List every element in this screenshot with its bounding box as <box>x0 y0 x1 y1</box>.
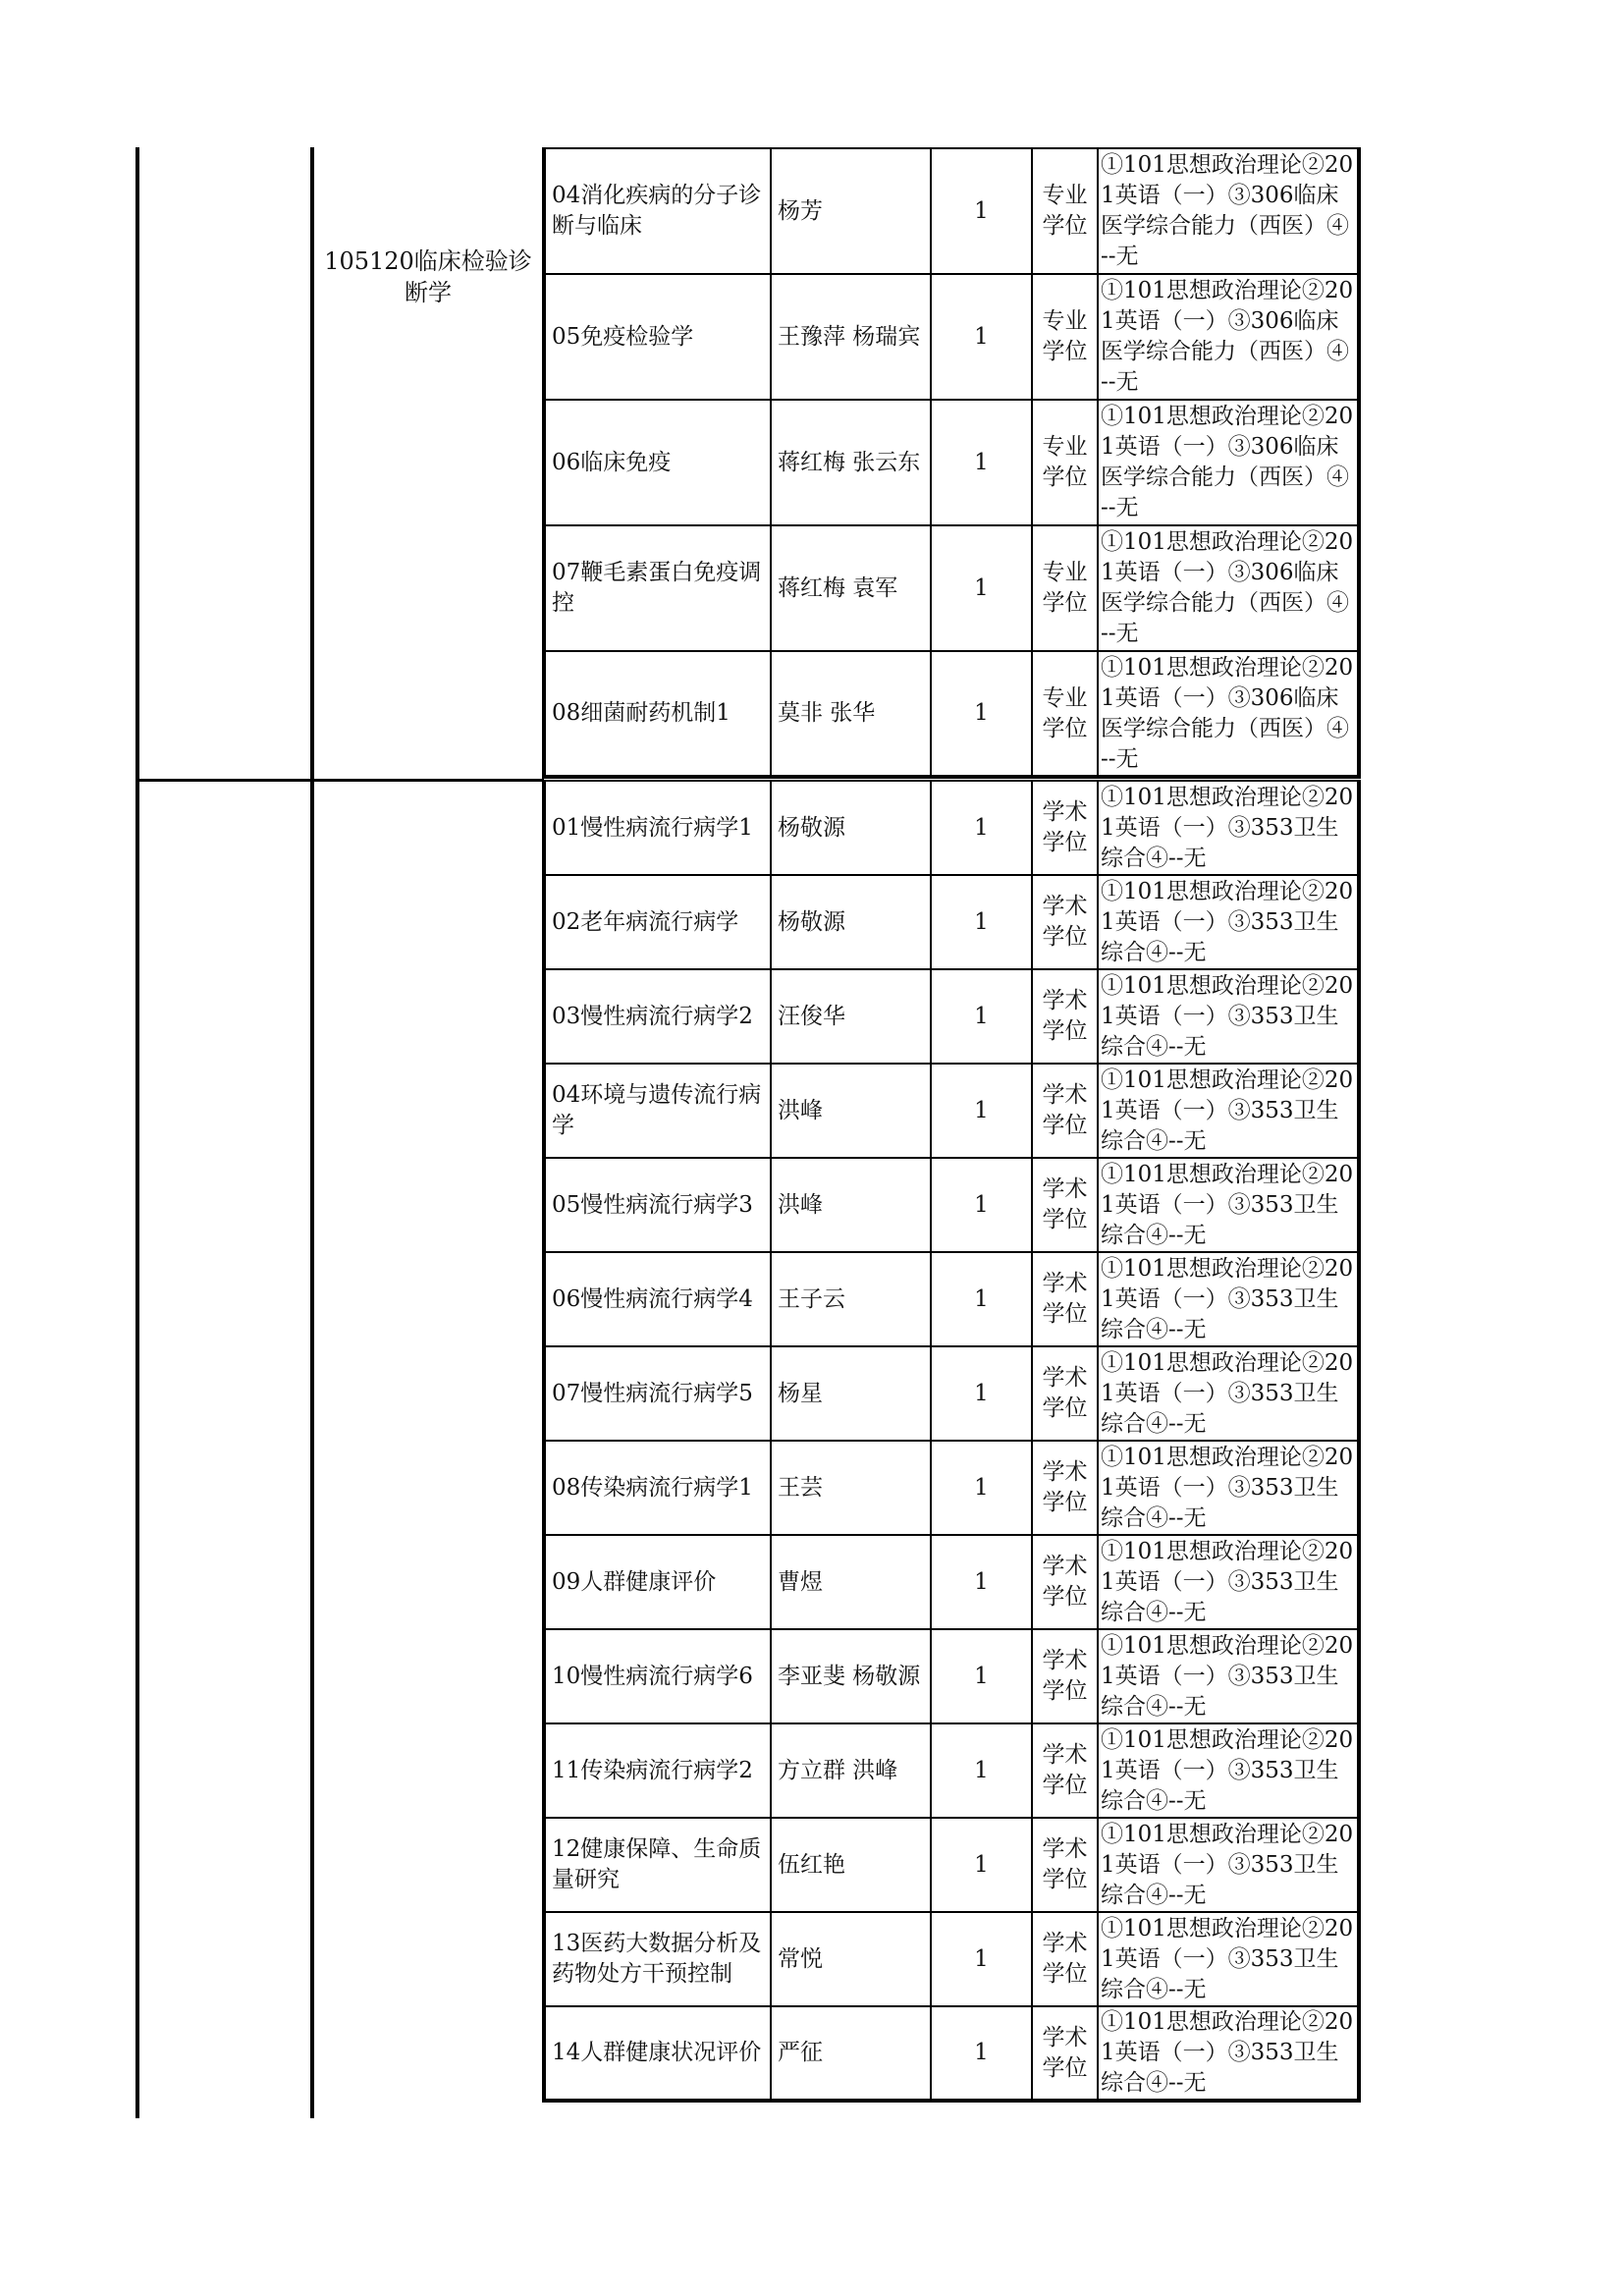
table-row <box>544 1629 1359 1723</box>
direction-cell: 01慢性病流行病学1 <box>544 781 771 875</box>
degree-type-cell: 学术学位 <box>1032 969 1098 1064</box>
exam-subjects-cell: ①101思想政治理论②201英语（一）③306临床医学综合能力（西医）④--无 <box>1098 274 1359 400</box>
enrollment-count-cell: 1 <box>931 525 1032 651</box>
direction-cell: 10慢性病流行病学6 <box>544 1629 771 1723</box>
enrollment-count-cell: 1 <box>931 1723 1032 1818</box>
table-row <box>544 781 1359 875</box>
direction-cell: 04消化疾病的分子诊断与临床 <box>544 148 771 274</box>
exam-subjects-cell: ①101思想政治理论②201英语（一）③353卫生综合④--无 <box>1098 1441 1359 1535</box>
direction-cell: 08细菌耐药机制1 <box>544 651 771 777</box>
left-border-line <box>135 147 139 2118</box>
exam-subjects-cell: ①101思想政治理论②201英语（一）③353卫生综合④--无 <box>1098 1818 1359 1912</box>
enrollment-count-cell: 1 <box>931 1346 1032 1441</box>
degree-type-cell: 学术学位 <box>1032 1252 1098 1346</box>
supervisor-cell: 杨星 <box>771 1346 931 1441</box>
direction-cell: 11传染病流行病学2 <box>544 1723 771 1818</box>
table-row <box>544 1346 1359 1441</box>
supervisor-cell: 蒋红梅 张云东 <box>771 400 931 525</box>
direction-cell: 14人群健康状况评价 <box>544 2006 771 2101</box>
enrollment-count-cell: 1 <box>931 1818 1032 1912</box>
table-row <box>544 274 1359 400</box>
enrollment-count-cell: 1 <box>931 781 1032 875</box>
table-row <box>544 969 1359 1064</box>
supervisor-cell: 严征 <box>771 2006 931 2101</box>
exam-subjects-cell: ①101思想政治理论②201英语（一）③353卫生综合④--无 <box>1098 1064 1359 1158</box>
table-row <box>544 400 1359 525</box>
direction-cell: 06慢性病流行病学4 <box>544 1252 771 1346</box>
degree-type-cell: 学术学位 <box>1032 1535 1098 1629</box>
degree-type-cell: 专业学位 <box>1032 525 1098 651</box>
exam-subjects-cell: ①101思想政治理论②201英语（一）③353卫生综合④--无 <box>1098 781 1359 875</box>
supervisor-cell: 王子云 <box>771 1252 931 1346</box>
direction-cell: 08传染病流行病学1 <box>544 1441 771 1535</box>
exam-subjects-cell: ①101思想政治理论②201英语（一）③306临床医学综合能力（西医）④--无 <box>1098 651 1359 777</box>
degree-type-cell: 学术学位 <box>1032 781 1098 875</box>
exam-subjects-cell: ①101思想政治理论②201英语（一）③306临床医学综合能力（西医）④--无 <box>1098 525 1359 651</box>
college-column-divider <box>310 147 314 2118</box>
supervisor-cell: 洪峰 <box>771 1064 931 1158</box>
exam-subjects-cell: ①101思想政治理论②201英语（一）③353卫生综合④--无 <box>1098 1158 1359 1252</box>
section2-table <box>542 780 1361 2103</box>
section1-table <box>542 147 1361 779</box>
degree-type-cell: 专业学位 <box>1032 148 1098 274</box>
exam-subjects-cell: ①101思想政治理论②201英语（一）③353卫生综合④--无 <box>1098 1252 1359 1346</box>
enrollment-count-cell: 1 <box>931 651 1032 777</box>
enrollment-count-cell: 1 <box>931 400 1032 525</box>
degree-type-cell: 专业学位 <box>1032 651 1098 777</box>
direction-cell: 07鞭毛素蛋白免疫调控 <box>544 525 771 651</box>
degree-type-cell: 学术学位 <box>1032 2006 1098 2101</box>
direction-cell: 02老年病流行病学 <box>544 875 771 969</box>
degree-type-cell: 学术学位 <box>1032 1723 1098 1818</box>
exam-subjects-cell: ①101思想政治理论②201英语（一）③306临床医学综合能力（西医）④--无 <box>1098 400 1359 525</box>
enrollment-count-cell: 1 <box>931 1064 1032 1158</box>
degree-type-cell: 专业学位 <box>1032 400 1098 525</box>
direction-cell: 12健康保障、生命质量研究 <box>544 1818 771 1912</box>
table-row <box>544 651 1359 777</box>
degree-type-cell: 学术学位 <box>1032 1441 1098 1535</box>
direction-cell: 04环境与遗传流行病学 <box>544 1064 771 1158</box>
supervisor-cell: 杨芳 <box>771 148 931 274</box>
table-row <box>544 875 1359 969</box>
supervisor-cell: 曹煜 <box>771 1535 931 1629</box>
exam-subjects-cell: ①101思想政治理论②201英语（一）③353卫生综合④--无 <box>1098 2006 1359 2101</box>
table-row <box>544 1723 1359 1818</box>
exam-subjects-cell: ①101思想政治理论②201英语（一）③353卫生综合④--无 <box>1098 1912 1359 2006</box>
exam-subjects-cell: ①101思想政治理论②201英语（一）③353卫生综合④--无 <box>1098 1629 1359 1723</box>
exam-subjects-cell: ①101思想政治理论②201英语（一）③353卫生综合④--无 <box>1098 969 1359 1064</box>
supervisor-cell: 杨敬源 <box>771 875 931 969</box>
direction-cell: 05慢性病流行病学3 <box>544 1158 771 1252</box>
table-row <box>544 1441 1359 1535</box>
supervisor-cell: 莫非 张华 <box>771 651 931 777</box>
exam-subjects-cell: ①101思想政治理论②201英语（一）③353卫生综合④--无 <box>1098 875 1359 969</box>
degree-type-cell: 学术学位 <box>1032 875 1098 969</box>
degree-type-cell: 专业学位 <box>1032 274 1098 400</box>
supervisor-cell: 汪俊华 <box>771 969 931 1064</box>
direction-cell: 07慢性病流行病学5 <box>544 1346 771 1441</box>
table-row <box>544 1912 1359 2006</box>
table-row <box>544 1252 1359 1346</box>
degree-type-cell: 学术学位 <box>1032 1912 1098 2006</box>
table-row <box>544 525 1359 651</box>
exam-subjects-cell: ①101思想政治理论②201英语（一）③353卫生综合④--无 <box>1098 1535 1359 1629</box>
table-row <box>544 148 1359 274</box>
supervisor-cell: 方立群 洪峰 <box>771 1723 931 1818</box>
enrollment-count-cell: 1 <box>931 1441 1032 1535</box>
direction-cell: 09人群健康评价 <box>544 1535 771 1629</box>
supervisor-cell: 伍红艳 <box>771 1818 931 1912</box>
degree-type-cell: 学术学位 <box>1032 1818 1098 1912</box>
table-row <box>544 1535 1359 1629</box>
enrollment-count-cell: 1 <box>931 875 1032 969</box>
enrollment-count-cell: 1 <box>931 969 1032 1064</box>
enrollment-count-cell: 1 <box>931 1912 1032 2006</box>
exam-subjects-cell: ①101思想政治理论②201英语（一）③353卫生综合④--无 <box>1098 1346 1359 1441</box>
major-name: 105120临床检验诊断学 <box>324 247 532 306</box>
supervisor-cell: 李亚斐 杨敬源 <box>771 1629 931 1723</box>
exam-subjects-cell: ①101思想政治理论②201英语（一）③353卫生综合④--无 <box>1098 1723 1359 1818</box>
supervisor-cell: 王芸 <box>771 1441 931 1535</box>
enrollment-count-cell: 1 <box>931 148 1032 274</box>
degree-type-cell: 学术学位 <box>1032 1158 1098 1252</box>
enrollment-count-cell: 1 <box>931 274 1032 400</box>
enrollment-count-cell: 1 <box>931 1629 1032 1723</box>
degree-type-cell: 学术学位 <box>1032 1346 1098 1441</box>
degree-type-cell: 学术学位 <box>1032 1629 1098 1723</box>
table-row <box>544 1158 1359 1252</box>
supervisor-cell: 蒋红梅 袁军 <box>771 525 931 651</box>
direction-cell: 06临床免疫 <box>544 400 771 525</box>
enrollment-count-cell: 1 <box>931 1535 1032 1629</box>
direction-cell: 13医药大数据分析及药物处方干预控制 <box>544 1912 771 2006</box>
supervisor-cell: 王豫萍 杨瑞宾 <box>771 274 931 400</box>
table-row <box>544 1818 1359 1912</box>
exam-subjects-cell: ①101思想政治理论②201英语（一）③306临床医学综合能力（西医）④--无 <box>1098 148 1359 274</box>
table-row <box>544 2006 1359 2101</box>
direction-cell: 03慢性病流行病学2 <box>544 969 771 1064</box>
supervisor-cell: 常悦 <box>771 1912 931 2006</box>
direction-cell: 05免疫检验学 <box>544 274 771 400</box>
enrollment-count-cell: 1 <box>931 1252 1032 1346</box>
degree-type-cell: 学术学位 <box>1032 1064 1098 1158</box>
section-divider <box>135 779 544 782</box>
table-row <box>544 1064 1359 1158</box>
enrollment-count-cell: 1 <box>931 1158 1032 1252</box>
supervisor-cell: 杨敬源 <box>771 781 931 875</box>
enrollment-count-cell: 1 <box>931 2006 1032 2101</box>
supervisor-cell: 洪峰 <box>771 1158 931 1252</box>
